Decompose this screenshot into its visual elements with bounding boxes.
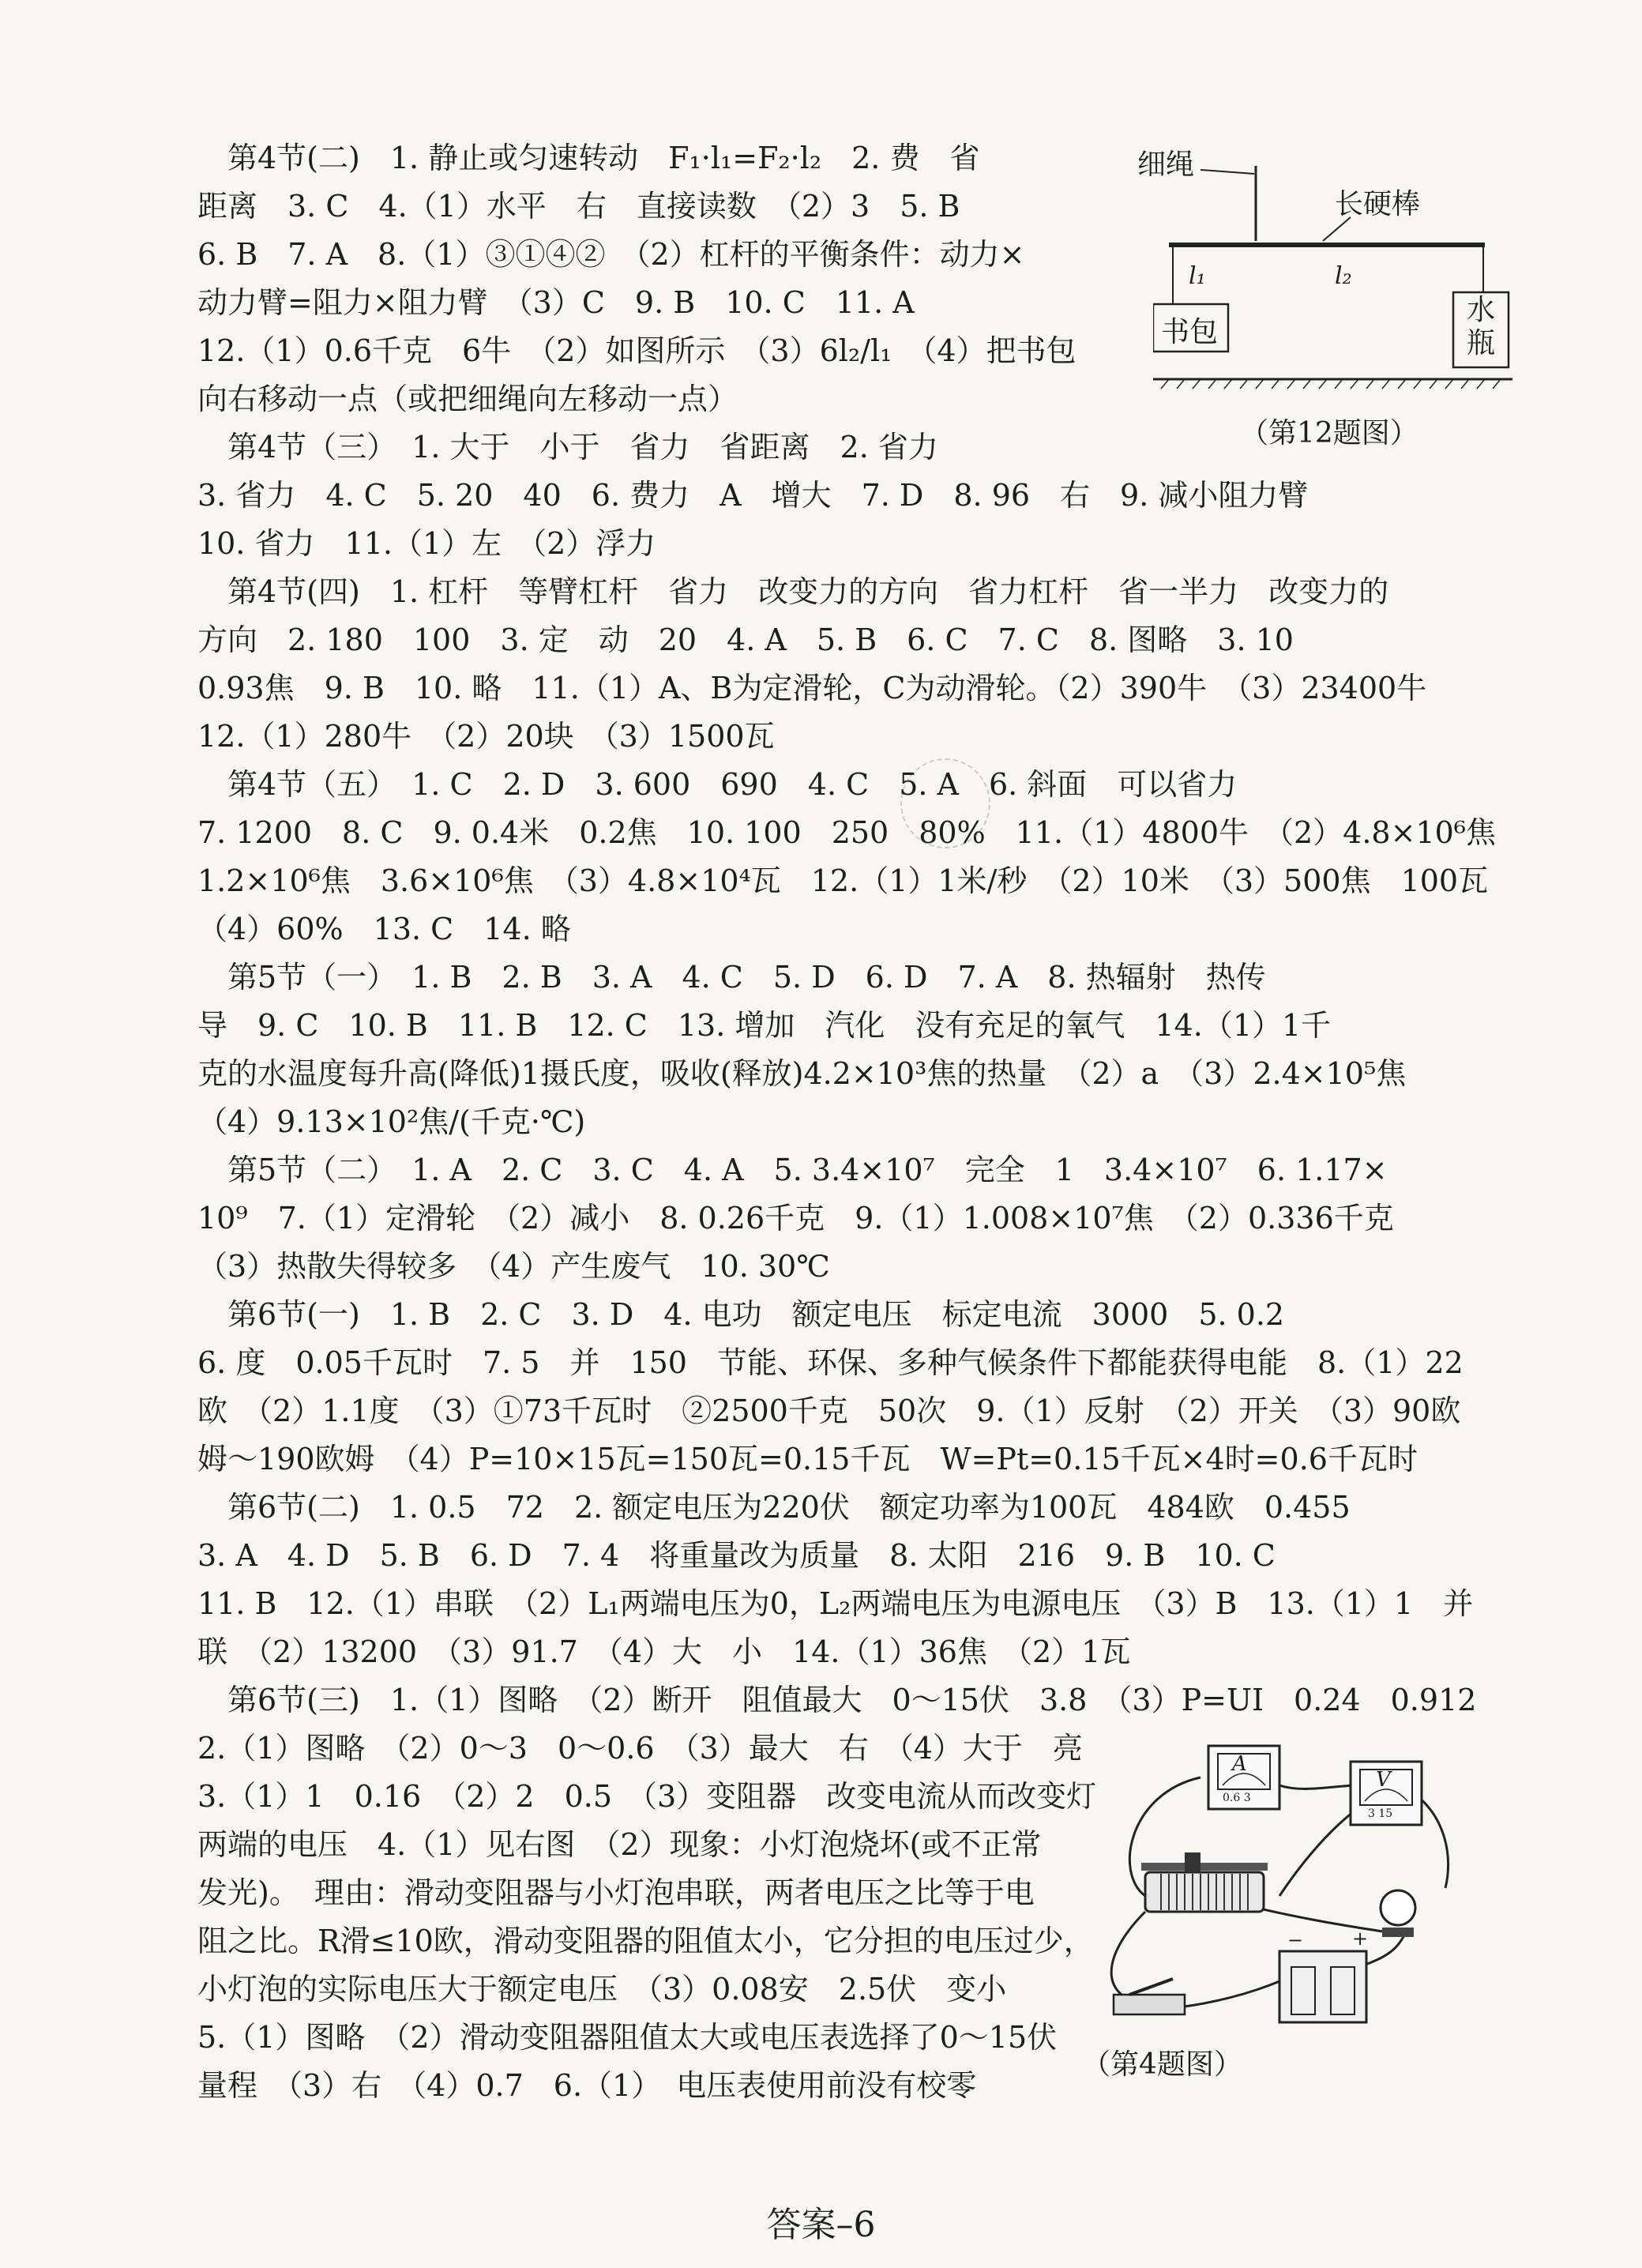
- bottle-label: 水瓶: [1466, 294, 1495, 359]
- text-line: 3. 省力 4. C 5. 20 40 6. 费力 A 增大 7. D 8. 96 右 9. 减小阻力臂: [197, 478, 1309, 513]
- text-line: 第6节(二) 1. 0.5 72 2. 额定电压为220伏 额定功率为100瓦 484欧 0.455: [197, 1490, 1351, 1525]
- battery-plus: +: [1352, 1928, 1369, 1950]
- rod-label: 长硬棒: [1335, 188, 1421, 220]
- text-line: 10. 省力 11.（1）左 （2）浮力: [197, 526, 656, 561]
- text-line: 3.（1）1 0.16 （2）2 0.5 （3）变阻器 改变电流从而改变灯: [197, 1779, 1097, 1814]
- text-line: 6. 度 0.05千瓦时 7. 5 并 150 节能、环保、多种气候条件下都能获得电能 8.（1）22: [197, 1345, 1464, 1380]
- library-stamp: [900, 758, 990, 848]
- text-line: 第4节(四) 1. 杠杆 等臂杠杆 省力 改变力的方向 省力杠杆 省一半力 改变力的: [197, 574, 1389, 609]
- text-line: 7. 1200 8. C 9. 0.4米 0.2焦 10. 100 250 80% 11.（1）4800牛 （2）4.8×10⁶焦: [197, 815, 1497, 850]
- text-line: 2.（1）图略 （2）0～3 0～0.6 （3）最大 右 （4）大于 亮: [197, 1731, 1083, 1766]
- figure-4-caption: （第4题图）: [1082, 2048, 1242, 2081]
- text-line: 第4节（五） 1. C 2. D 3. 600 690 4. C 5. A 6. 斜面 可以省力: [197, 767, 1238, 802]
- text-line: 1.2×10⁶焦 3.6×10⁶焦 （3）4.8×10⁴瓦 12.（1）1米/秒 （2）10米 （3）500焦 100瓦: [197, 863, 1489, 898]
- text-line: 小灯泡的实际电压大于额定电压 （3）0.08安 2.5伏 变小: [197, 1972, 1007, 2007]
- text-line: 第5节（一） 1. B 2. B 3. A 4. C 5. D 6. D 7. A 8. 热辐射 热传: [197, 960, 1266, 995]
- text-line: 6. B 7. A 8.（1）③①④② （2）杠杆的平衡条件：动力×: [197, 237, 1025, 272]
- text-line: 11. B 12.（1）串联 （2）L₁两端电压为0，L₂两端电压为电源电压 （3）B 13.（1）1 并: [197, 1586, 1474, 1621]
- battery-minus: −: [1287, 1929, 1304, 1951]
- text-line: 12.（1）0.6千克 6牛 （2）如图所示 （3）6l₂/l₁ （4）把书包: [197, 333, 1077, 368]
- text-line: 阻之比。R滑≤10欧，滑动变阻器的阻值太小，它分担的电压过少，: [197, 1924, 1094, 1958]
- text-line: 量程 （3）右 （4）0.7 6.（1） 电压表使用前没有校零: [197, 2068, 977, 2103]
- text-line: （3）热散失得较多 （4）产生废气 10. 30℃: [197, 1249, 830, 1284]
- text-line: 动力臂=阻力×阻力臂 （3）C 9. B 10. C 11. A: [197, 285, 915, 320]
- circuit-diagram: [1098, 1730, 1493, 2093]
- figure-12-caption: （第12题图）: [1240, 417, 1418, 449]
- text-line: 导 9. C 10. B 11. B 12. C 13. 增加 汽化 没有充足的氧气 14.（1）1千: [197, 1008, 1332, 1043]
- l2-label: l₂: [1335, 262, 1352, 290]
- text-line: 第4节（三） 1. 大于 小于 省力 省距离 2. 省力: [197, 430, 938, 465]
- text-line: 第6节(一) 1. B 2. C 3. D 4. 电功 额定电压 标定电流 3000 5. 0.2: [197, 1297, 1285, 1332]
- text-line: （4）9.13×10²焦/(千克·℃): [197, 1104, 586, 1139]
- figure-4-circuit: [1082, 1730, 1493, 2093]
- text-line: 3. A 4. D 5. B 6. D 7. 4 将重量改为质量 8. 太阳 216 9. B 10. C: [197, 1538, 1276, 1573]
- text-line: 5.（1）图略 （2）滑动变阻器阻值太大或电压表选择了0～15伏: [197, 2020, 1058, 2055]
- text-line: 联 （2）13200 （3）91.7 （4）大 小 14.（1）36焦 （2）1瓦: [197, 1634, 1131, 1669]
- text-line: 克的水温度每升高(降低)1摄氏度，吸收(释放)4.2×10³焦的热量 （2）a （3）2.4×10⁵焦: [197, 1056, 1407, 1091]
- text-line: 姆～190欧姆 （4）P=10×15瓦=150瓦=0.15千瓦 W=Pt=0.15千瓦×4时=0.6千瓦时: [197, 1442, 1418, 1476]
- ammeter-label: A: [1232, 1752, 1247, 1776]
- text-line: 第6节(三) 1.（1）图略 （2）断开 阻值最大 0～15伏 3.8 （3）P=UI 0.24 0.912: [197, 1683, 1477, 1717]
- text-line: 10⁹ 7.（1）定滑轮 （2）减小 8. 0.26千克 9.（1）1.008×10⁷焦 （2）0.336千克: [197, 1201, 1394, 1236]
- text-line: 两端的电压 4.（1）见右图 （2）现象：小灯泡烧坏(或不正常: [197, 1827, 1042, 1862]
- ammeter-scale: 0.6 3: [1223, 1792, 1251, 1804]
- text-line: 0.93焦 9. B 10. 略 11.（1）A、B为定滑轮，C为动滑轮。（2）390牛 （3）23400牛: [197, 671, 1427, 705]
- text-line: （4）60% 13. C 14. 略: [197, 912, 571, 946]
- text-line: 向右移动一点（或把细绳向左移动一点）: [197, 382, 738, 416]
- text-line: 第5节（二） 1. A 2. C 3. C 4. A 5. 3.4×10⁷ 完全 1 3.4×10⁷ 6. 1.17×: [197, 1153, 1388, 1187]
- rope-label: 细绳: [1137, 149, 1195, 181]
- figure-12-lever: [1137, 126, 1516, 466]
- text-line: 距离 3. C 4.（1）水平 右 直接读数 （2）3 5. B: [197, 189, 960, 224]
- page-footer: 答案–6: [766, 2205, 876, 2245]
- text-line: 第4节(二) 1. 静止或匀速转动 F₁·l₁=F₂·l₂ 2. 费 省: [197, 141, 980, 175]
- voltmeter-label: V: [1376, 1768, 1391, 1792]
- text-line: 发光)。 理由：滑动变阻器与小灯泡串联，两者电压之比等于电: [197, 1875, 1035, 1910]
- bag-label: 书包: [1161, 316, 1219, 348]
- text-line: 12.（1）280牛 （2）20块 （3）1500瓦: [197, 719, 775, 754]
- voltmeter-scale: 3 15: [1368, 1807, 1393, 1820]
- text-line: 方向 2. 180 100 3. 定 动 20 4. A 5. B 6. C 7. C 8. 图略 3. 10: [197, 622, 1294, 657]
- text-line: 欧 （2）1.1度 （3）①73千瓦时 ②2500千克 50次 9.（1）反射 （2）开关 （3）90欧: [197, 1394, 1461, 1428]
- l1-label: l₁: [1189, 262, 1206, 290]
